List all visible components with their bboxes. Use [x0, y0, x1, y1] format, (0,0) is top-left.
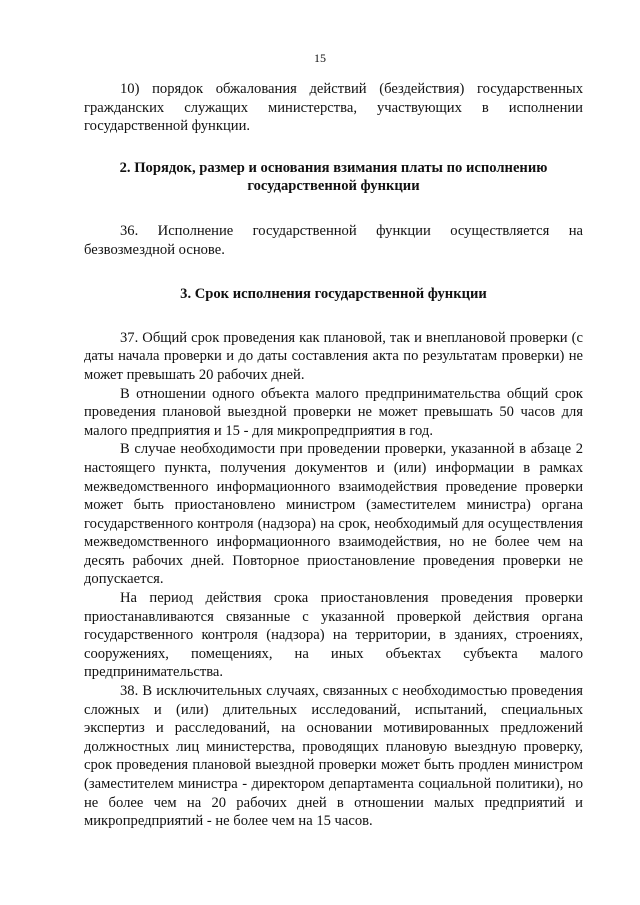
page-number: 15	[314, 51, 326, 65]
paragraph-37: 37. Общий срок проведения как плановой, так и внеплановой проверки (с даты начала проверки и до даты составления акта по результатам проверки) не может превышать 20 рабочих дней.	[84, 329, 583, 383]
paragraph-10: 10) порядок обжалования действий (бездействия) государственных гражданских служащих министерства, участвующих в исполнении государственной функции.	[84, 81, 583, 135]
paragraph-38: 38. В исключительных случаях, связанных с необходимостью проведения сложных и (или) длительных исследований, испытаний, специальных экспертиз и расследований, на основании мотивированных предложений должностных лиц министерства, проводящих плановую выездную проверку, срок проведения плановой выездной проверки может быть продлен министром (заместителем министра - директором департамента социальной политики), но не более чем на 20 рабочих дней в отношении малых предприятий и микропредприятий - не более чем на 15 часов.	[84, 683, 583, 830]
paragraph-37-small-business: В отношении одного объекта малого предпринимательства общий срок проведения плановой выездной проверки не может превышать 50 часов для малого предприятия и 15 - для микропредприятия в год.	[84, 385, 583, 439]
section-heading-3: 3. Срок исполнения государственной функции	[180, 286, 487, 303]
paragraph-37-suspension: В случае необходимости при проведении проверки, указанной в абзаце 2 настоящего пункта, получения документов и (или) информации в рамках межведомственного информационного взаимодействия проведение проверки может быть приостановлено министром (заместителем министра) органа государственного контроля (надзора) на срок, необходимый для осуществления межведомственного информационного взаимодействия, но не более чем на десять рабочих дней. Повторное приостановление проведения проверки не допускается.	[84, 441, 583, 588]
document-body	[84, 80, 583, 831]
paragraph-36: 36. Исполнение государственной функции осуществляется на безвозмездной основе.	[84, 222, 583, 258]
paragraph-37-suspension-period: На период действия срока приостановления проведения проверки приостанавливаются связанные с указанной проверкой действия органа государственного контроля (надзора) на территории, в зданиях, строениях, сооружениях, помещениях, на иных объектах субъекта малого предпринимательства.	[84, 590, 583, 681]
section-heading-2: 2. Порядок, размер и основания взимания платы по исполнению государственной функции	[119, 159, 548, 195]
